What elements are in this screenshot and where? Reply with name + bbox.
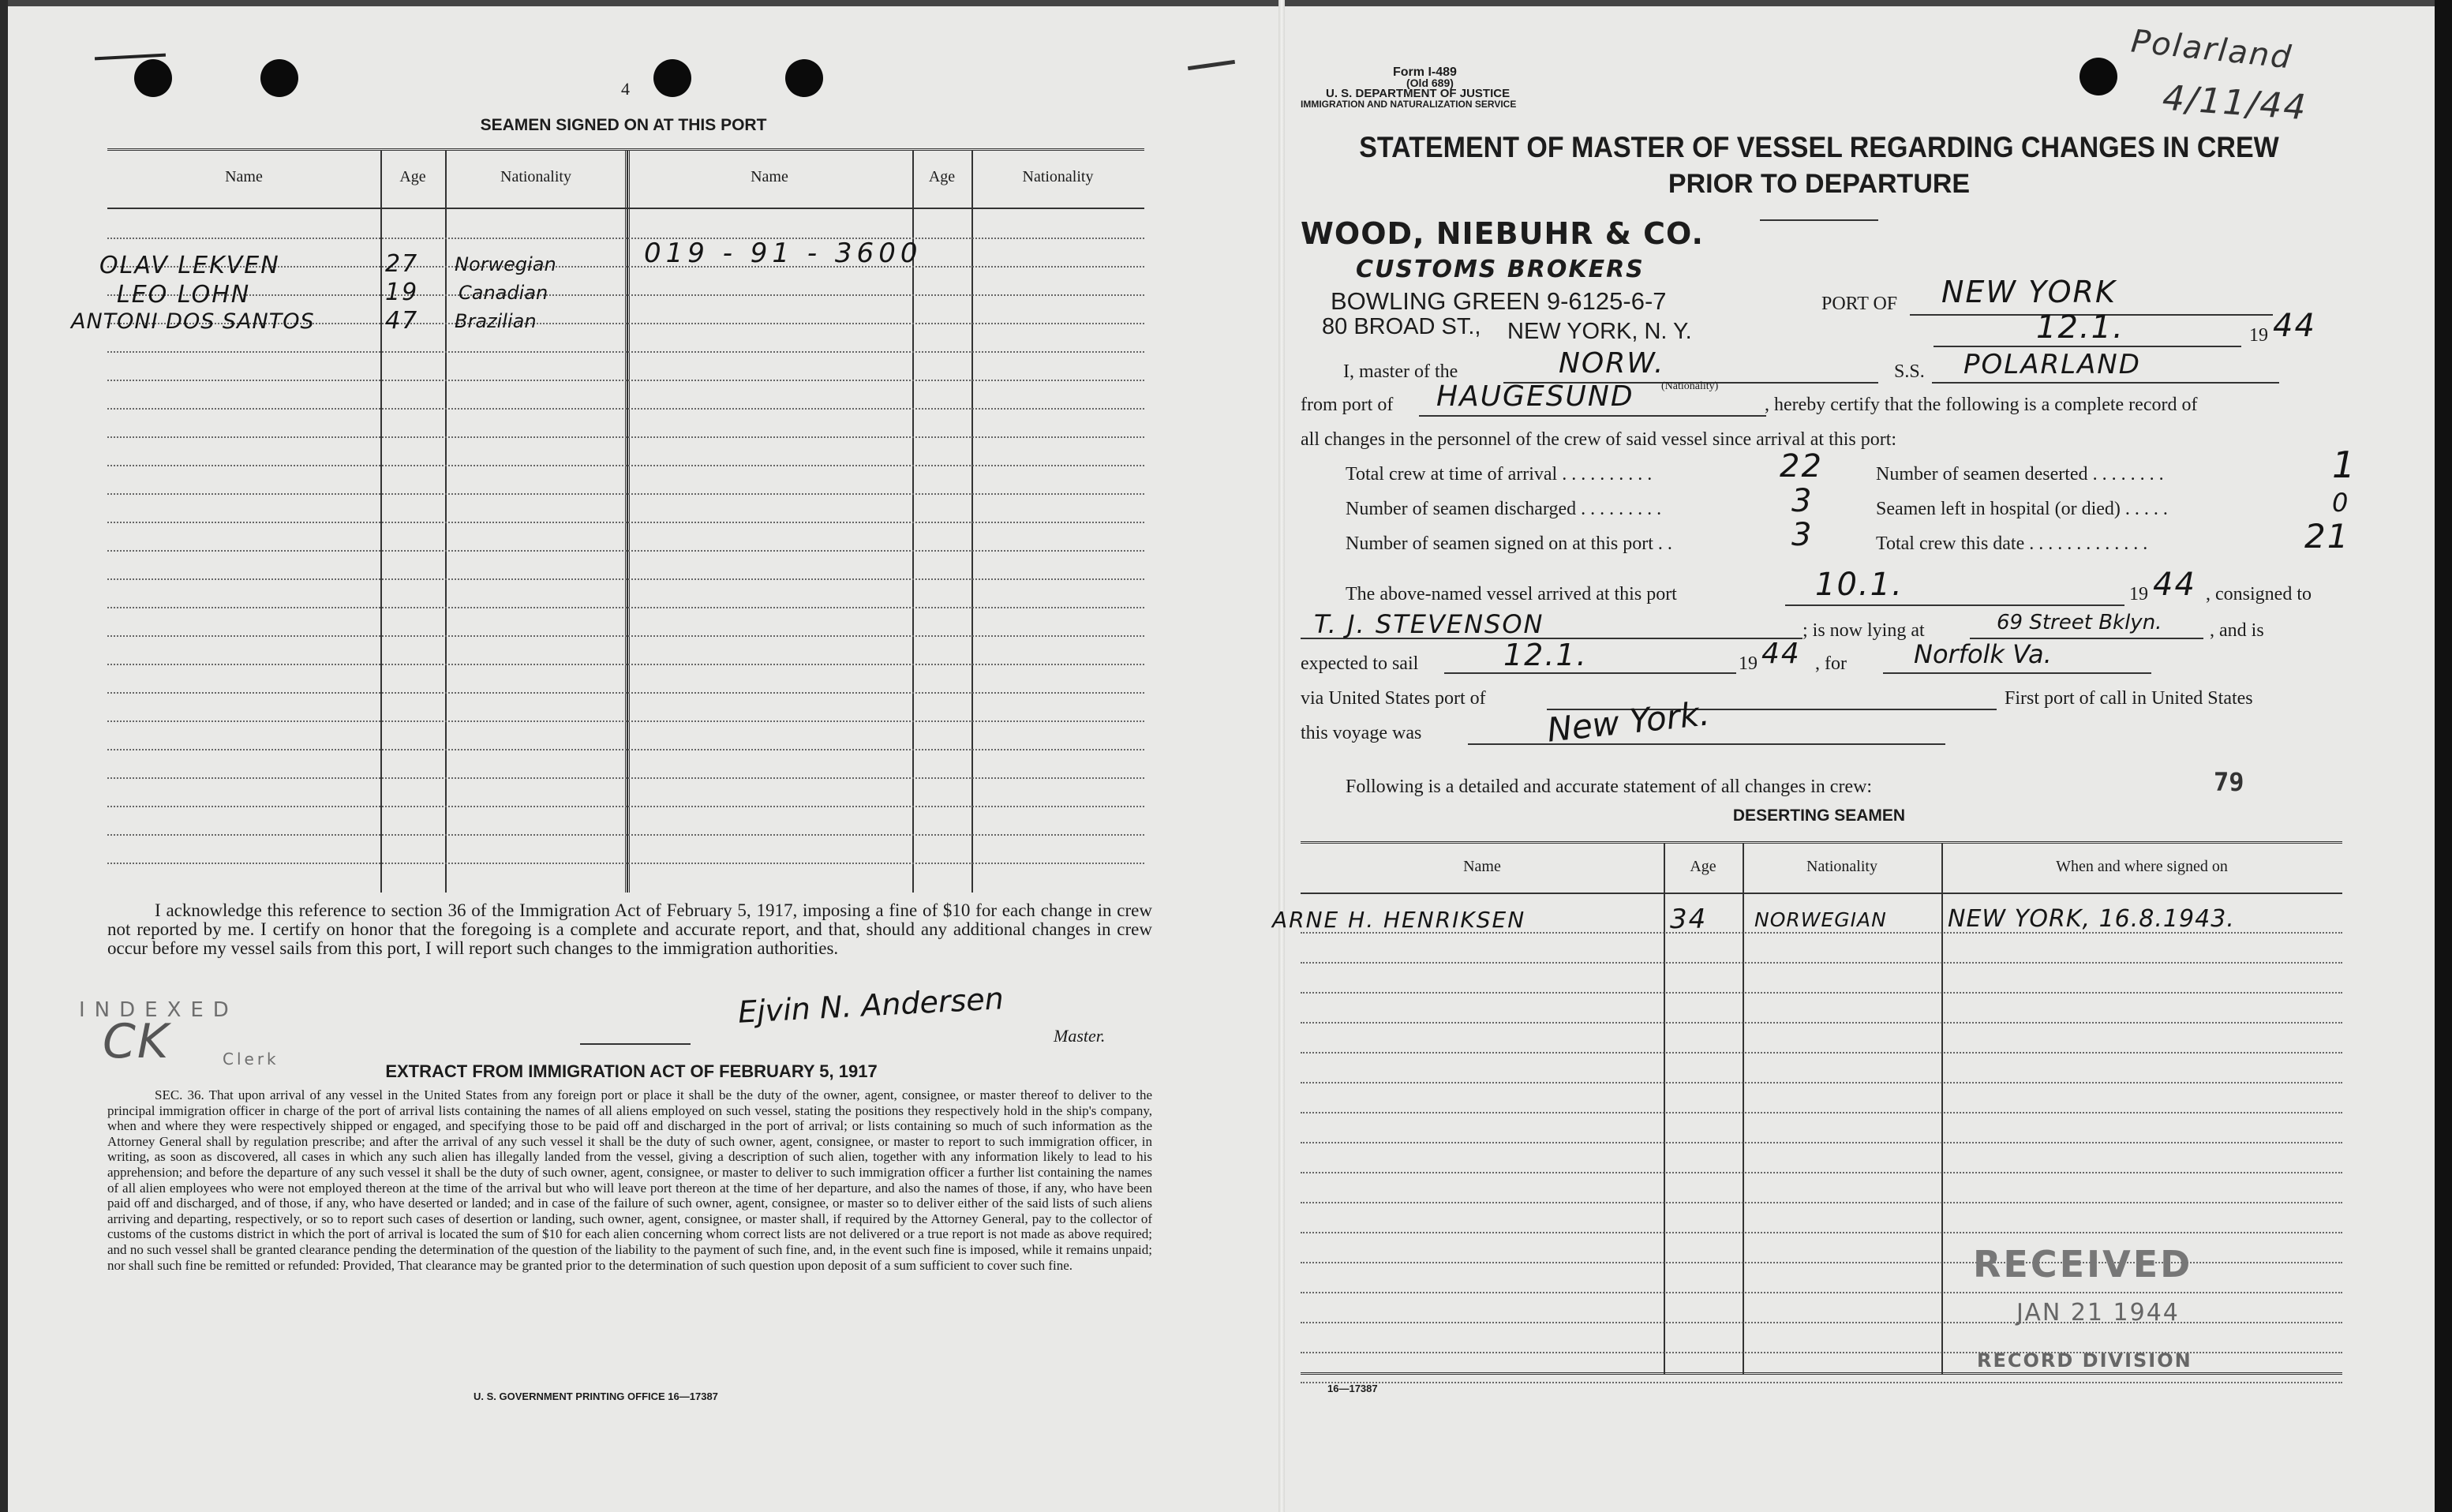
corner-note-date: 4/11/44 xyxy=(2161,77,2309,129)
page-fold xyxy=(1278,0,1285,1512)
port-of-value: NEW YORK xyxy=(1941,275,2117,309)
title-rule xyxy=(1760,219,1878,221)
table-row-nationality: Canadian xyxy=(459,282,548,304)
from-port-line xyxy=(1419,415,1766,417)
header-nationality: Nationality xyxy=(500,168,571,185)
deserting-seamen-table xyxy=(1272,841,2342,1374)
row-rule xyxy=(1301,1052,2342,1054)
lying-value: 69 Street Bklyn. xyxy=(1997,611,2162,634)
year-prefix: 19 xyxy=(2249,325,2268,346)
vessel-name: POLARLAND xyxy=(1963,349,2141,380)
sail-line xyxy=(1444,672,1736,674)
footer-code: 16—17387 xyxy=(1327,1383,1378,1394)
deserting-header-name: Name xyxy=(1463,858,1501,875)
stat-total-crew-date: Total crew this date . . . . . . . . . . . . . xyxy=(1876,533,2148,554)
date-value: 12.1. xyxy=(2036,309,2124,346)
row-rule xyxy=(1301,1142,2342,1143)
destination-line xyxy=(1883,672,2151,674)
title-line-2: PRIOR TO DEPARTURE xyxy=(1668,169,1971,199)
stat-label: Total crew this date xyxy=(1876,533,2025,554)
stat-discharged: Number of seamen discharged . . . . . . . . . xyxy=(1346,499,1662,519)
deserting-title: DESERTING SEAMEN xyxy=(1732,807,1906,825)
table-row-age: 19 xyxy=(385,279,419,306)
year-suffix: 44 xyxy=(2273,308,2316,344)
stat-value: 1 xyxy=(2332,443,2357,486)
broker-phone: BOWLING GREEN 9-6125-6-7 xyxy=(1331,287,1667,315)
row-rule xyxy=(107,578,1144,580)
broker-address: 80 BROAD ST., xyxy=(1322,314,1481,339)
row-rule xyxy=(1301,1292,2342,1293)
seamen-signed-on-table xyxy=(71,148,1144,893)
scan-edge-left xyxy=(0,0,8,1512)
extract-title: EXTRACT FROM IMMIGRATION ACT OF FEBRUARY 5, 1917 xyxy=(385,1061,878,1081)
received-division: RECORD DIVISION xyxy=(1977,1349,2192,1372)
consigned-label: , consigned to xyxy=(2206,584,2312,604)
stat-value: 21 xyxy=(2304,517,2350,556)
signature-line xyxy=(580,1043,691,1045)
table-row-name: LEO LOHN xyxy=(117,281,251,309)
row-rule xyxy=(107,493,1144,495)
certify-text: , hereby certify that the following is a complete record of xyxy=(1765,395,2198,415)
corner-note-vessel: Polarland xyxy=(2129,23,2294,77)
stat-signed-on: Number of seamen signed on at this port . . xyxy=(1346,533,1672,554)
row-rule xyxy=(1301,1382,2342,1383)
table-row-nationality: NORWEGIAN xyxy=(1754,908,1887,931)
row-rule xyxy=(1301,1112,2342,1113)
scan-edge-top xyxy=(0,0,2452,6)
header-age: Age xyxy=(399,168,426,185)
pen-stroke xyxy=(1188,60,1235,70)
printer-line: U. S. GOVERNMENT PRINTING OFFICE 16—17387 xyxy=(474,1390,718,1402)
sail-year: 44 xyxy=(1761,638,1801,670)
department: U. S. DEPARTMENT OF JUSTICE xyxy=(1326,87,1511,100)
reference-number: 79 xyxy=(2214,767,2244,797)
row-rule xyxy=(107,522,1144,523)
following-text: Following is a detailed and accurate statement of all changes in crew: xyxy=(1346,777,1873,797)
date-line xyxy=(1934,346,2241,347)
header-nationality: Nationality xyxy=(1022,168,1094,185)
table-row-age: 34 xyxy=(1670,904,1708,935)
row-rule xyxy=(107,720,1144,722)
deserting-header-signed-on: When and where signed on xyxy=(2056,858,2228,875)
title-line-1: STATEMENT OF MASTER OF VESSEL REGARDING CHANGES IN CREW xyxy=(1359,131,2279,164)
sail-year-prefix: 19 xyxy=(1739,653,1758,674)
punch-hole-icon xyxy=(653,59,691,97)
lying-label: ; is now lying at xyxy=(1803,620,1925,641)
row-rule xyxy=(1301,992,2342,994)
row-rule xyxy=(107,465,1144,466)
destination: Norfolk Va. xyxy=(1914,639,2052,669)
table-row-name: ARNE H. HENRIKSEN xyxy=(1272,907,1526,933)
row-rule xyxy=(107,408,1144,410)
arrived-label: The above-named vessel arrived at this port xyxy=(1346,584,1677,604)
table-row-age: 47 xyxy=(385,307,419,335)
received-title: RECEIVED xyxy=(1973,1243,2193,1286)
broker-subtitle: CUSTOMS BROKERS xyxy=(1356,256,1645,283)
row-rule xyxy=(1301,1232,2342,1233)
stat-hospital: Seamen left in hospital (or died) . . . . . xyxy=(1876,499,2168,519)
stat-label: Number of seamen signed on at this port xyxy=(1346,533,1653,554)
consignee: T. J. STEVENSON xyxy=(1314,609,1544,639)
and-is-label: , and is xyxy=(2210,620,2264,641)
row-rule xyxy=(107,436,1144,438)
arrived-date: 10.1. xyxy=(1815,567,1904,603)
stat-deserted: Number of seamen deserted . . . . . . . . xyxy=(1876,464,2164,485)
form-old: (Old 689) xyxy=(1406,77,1454,89)
stat-label: Seamen left in hospital (or died) xyxy=(1876,499,2121,519)
for-label: , for xyxy=(1815,653,1847,674)
page-number: 4 xyxy=(621,79,630,99)
row-rule xyxy=(107,863,1144,864)
section-title: SEAMEN SIGNED ON AT THIS PORT xyxy=(480,116,767,134)
acknowledgement-text: I acknowledge this reference to section 36 of the Immigration Act of February 5, 1917, imposing a fine of $10 for each change in crew not reported by me. I certify on honor that the foregoing is a complete and accurate report, and that, should any additional changes in crew occur before my vessel sails from this port, I will report such changes to the immigration authorities. xyxy=(107,900,1152,958)
master-of-label: I, master of the xyxy=(1343,361,1458,382)
table-row-signed-on: NEW YORK, 16.8.1943. xyxy=(1948,905,2235,933)
voyage-label: this voyage was xyxy=(1301,723,1422,743)
stat-value: 3 xyxy=(1791,483,1814,519)
stat-value: 3 xyxy=(1791,517,1814,553)
form-number: Form I-489 xyxy=(1393,65,1457,79)
row-rule xyxy=(1301,1322,2342,1323)
from-port-value: HAUGESUND xyxy=(1436,380,1634,413)
vessel-line xyxy=(1932,382,2279,384)
punch-hole-icon xyxy=(260,59,298,97)
row-rule xyxy=(107,749,1144,750)
row-rule xyxy=(107,777,1144,779)
arrived-year-prefix: 19 xyxy=(2129,584,2148,604)
row-rule xyxy=(107,380,1144,381)
stat-value: 0 xyxy=(2332,488,2350,518)
port-of-label: PORT OF xyxy=(1821,294,1898,314)
stat-label: Number of seamen deserted xyxy=(1876,464,2088,485)
row-rule xyxy=(1301,1022,2342,1024)
row-rule xyxy=(107,834,1144,836)
punch-hole-icon xyxy=(2080,58,2117,95)
clerk-label: Clerk xyxy=(223,1050,279,1069)
row-rule xyxy=(1301,1172,2342,1173)
row-rule xyxy=(107,607,1144,608)
table-row-nationality: Norwegian xyxy=(455,253,556,275)
master-label: Master. xyxy=(1054,1026,1106,1046)
service: IMMIGRATION AND NATURALIZATION SERVICE xyxy=(1301,99,1517,110)
ss-label: S.S. xyxy=(1894,361,1925,382)
first-port-label: First port of call in United States xyxy=(2005,688,2253,709)
row-rule xyxy=(107,664,1144,665)
table-row-age: 27 xyxy=(385,250,419,278)
expected-label: expected to sail xyxy=(1301,653,1419,674)
stat-label: Total crew at time of arrival xyxy=(1346,464,1558,485)
table-row-name: OLAV LEKVEN xyxy=(99,252,280,279)
header-age: Age xyxy=(928,168,956,185)
extract-text: SEC. 36. That upon arrival of any vessel in the United States from any foreign port or place it shall be the duty of the owner, agent, consignee, or master thereof to deliver to the principal immigration officer in charge of the port of arrival lists containing the names of all aliens employed on such vessel, stating the positions they respectively hold in the ship's company, when and where they were respectively shipped or engaged, and specifying those to be paid off and discharged in the port of arrival; or lists containing so much of such information as the Attorney General shall by regulation prescribe; and after the arrival of any such vessel it shall be the duty of such owner, agent, consignee, or master to report to such immigration officer, in writing, as soon as discovered, all cases in which any such alien has illegally landed from the vessel, giving a description of such alien, together with any information likely to lead to his apprehension; and before the departure of any such vessel it shall be the duty of such owner, agent, consignee, or master to deliver to such immigration officer a further list containing the names of all alien employees who were not employed thereon at the time of the arrival but who will leave port thereon at the time of her departure, and also the names of those, if any, who have been paid off and discharged, and of those, if any, who have deserted or landed; and in case of the failure of such owner, agent, consignee, or master so to deliver either of the said lists of such aliens arriving and departing, respectively, or so to report such cases of desertion or landing, such owner, agent, consignee, or master shall, if required by the Attorney General, pay to the collector of customs of the customs district in which the port of arrival is located the sum of $10 for each alien concerning whom correct lists are not delivered or a true report is not made as above required; and no such vessel shall be granted clearance pending the determination of the question of the liability to the payment of such fine, and, in the event such fine is imposed, while it remains unpaid; nor shall such fine be remitted or refunded: Provided, That clearance may be granted prior to the determination of such question upon deposit of a sum sufficient to cover such fine. xyxy=(107,1087,1152,1273)
table-row-name: ANTONI DOS SANTOS xyxy=(71,309,315,334)
nationality-caption: (Nationality) xyxy=(1661,380,1719,392)
row-rule xyxy=(107,238,1144,239)
table-row-nationality: Brazilian xyxy=(455,310,537,332)
voyage-value: New York. xyxy=(1545,694,1712,750)
row-rule xyxy=(107,294,1144,296)
row-rule xyxy=(1301,1202,2342,1203)
voyage-line xyxy=(1468,743,1945,745)
row-rule xyxy=(107,806,1144,807)
master-signature: Ejvin N. Andersen xyxy=(737,981,1005,1030)
row-rule xyxy=(1301,1082,2342,1083)
stat-value: 22 xyxy=(1780,448,1823,485)
received-date: JAN 21 1944 xyxy=(2016,1299,2180,1327)
arrived-year: 44 xyxy=(2153,567,2196,603)
deserting-header-age: Age xyxy=(1690,858,1716,875)
certify-text-2: all changes in the personnel of the crew of said vessel since arrival at this port: xyxy=(1301,429,1897,450)
header-name: Name xyxy=(225,168,263,185)
indexed-stamp: INDEXED xyxy=(79,998,238,1022)
row-rule xyxy=(107,550,1144,552)
stat-total-crew-arrival: Total crew at time of arrival . . . . . . . . . . xyxy=(1346,464,1653,485)
punch-hole-icon xyxy=(134,59,172,97)
stat-label: Number of seamen discharged xyxy=(1346,499,1577,519)
header-name: Name xyxy=(751,168,788,185)
handwritten-number: 019 - 91 - 3600 xyxy=(644,238,923,269)
row-rule xyxy=(107,692,1144,694)
nationality-value: NORW. xyxy=(1559,347,1665,380)
row-rule xyxy=(107,635,1144,637)
row-rule xyxy=(107,351,1144,353)
punch-hole-icon xyxy=(785,59,823,97)
broker-name: WOOD, NIEBUHR & CO. xyxy=(1301,216,1704,251)
clerk-initials: CK xyxy=(103,1014,170,1069)
broker-city: NEW YORK, N. Y. xyxy=(1507,319,1692,344)
from-port-label: from port of xyxy=(1301,395,1394,415)
deserting-header-nationality: Nationality xyxy=(1806,858,1877,875)
sail-date: 12.1. xyxy=(1503,638,1588,672)
row-rule xyxy=(1301,962,2342,964)
arrived-line xyxy=(1785,604,2124,606)
via-label: via United States port of xyxy=(1301,688,1486,709)
scan-edge-right xyxy=(2435,0,2452,1512)
